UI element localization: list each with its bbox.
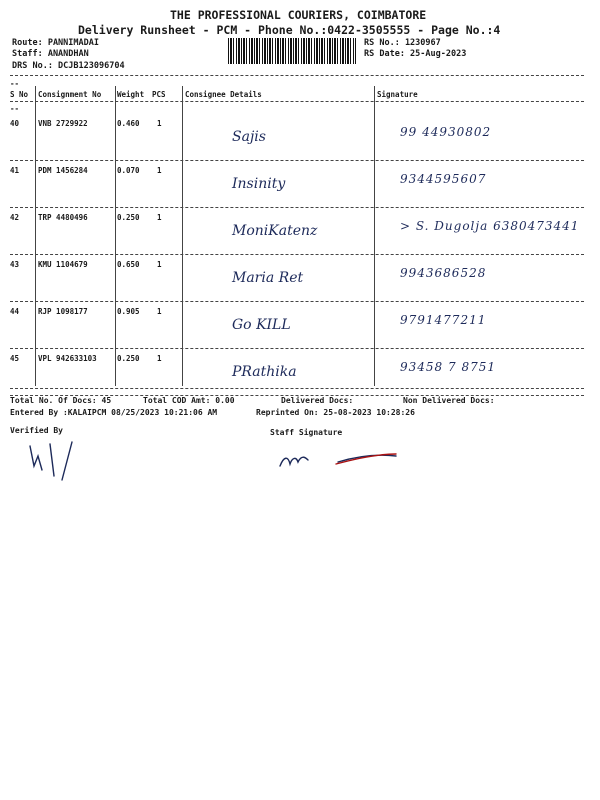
row-sno: 41 bbox=[10, 166, 20, 175]
staff-signature bbox=[278, 448, 398, 472]
verified-signature bbox=[24, 436, 84, 486]
row-consignee-handwritten: Go KILL bbox=[232, 317, 291, 333]
rs-date: RS Date: 25-Aug-2023 bbox=[364, 49, 467, 59]
row-divider bbox=[10, 207, 584, 208]
row-signature-handwritten: 9344595607 bbox=[400, 172, 487, 186]
drs-number: DRS No.: DCJB123096704 bbox=[12, 61, 125, 71]
row-consignee-handwritten: Insinity bbox=[232, 176, 286, 192]
row-consignee-handwritten: MoniKatenz bbox=[232, 223, 318, 239]
divider bbox=[10, 388, 584, 389]
row-weight: 0.070 bbox=[117, 166, 140, 175]
row-consignment-no: TRP 4480496 bbox=[38, 213, 88, 222]
row-divider bbox=[10, 254, 584, 255]
row-signature-handwritten: > S. Dugolja 6380473441 bbox=[400, 219, 580, 233]
dash-mark: -- bbox=[10, 79, 20, 88]
column-line bbox=[374, 86, 375, 386]
row-pcs: 1 bbox=[157, 166, 162, 175]
column-line bbox=[115, 86, 116, 386]
row-divider bbox=[10, 348, 584, 349]
divider bbox=[10, 75, 584, 76]
column-line bbox=[182, 86, 183, 386]
row-weight: 0.250 bbox=[117, 354, 140, 363]
row-weight: 0.905 bbox=[117, 307, 140, 316]
row-sno: 44 bbox=[10, 307, 20, 316]
row-consignment-no: PDM 1456284 bbox=[38, 166, 88, 175]
row-consignment-no: VPL 942633103 bbox=[38, 354, 97, 363]
row-consignee-handwritten: Sajis bbox=[232, 129, 266, 145]
row-signature-handwritten: 9791477211 bbox=[400, 313, 487, 327]
row-consignment-no: KMU 1104679 bbox=[38, 260, 88, 269]
row-weight: 0.250 bbox=[117, 213, 140, 222]
row-weight: 0.460 bbox=[117, 119, 140, 128]
row-signature-handwritten: 9943686528 bbox=[400, 266, 487, 280]
col-signature: Signature bbox=[377, 90, 418, 99]
non-delivered-docs: Non Delivered Docs: bbox=[403, 396, 495, 405]
row-sno: 45 bbox=[10, 354, 20, 363]
row-sno: 40 bbox=[10, 119, 20, 128]
row-signature-handwritten: 93458 7 8751 bbox=[400, 360, 496, 374]
delivered-docs: Delivered Docs: bbox=[281, 396, 354, 405]
row-divider bbox=[10, 160, 584, 161]
staff-label: Staff: ANANDHAN bbox=[12, 49, 89, 59]
col-sno: S No bbox=[10, 90, 29, 99]
row-pcs: 1 bbox=[157, 307, 162, 316]
column-line bbox=[35, 86, 36, 386]
row-signature-handwritten: 99 44930802 bbox=[400, 125, 492, 139]
row-pcs: 1 bbox=[157, 213, 162, 222]
dash-mark: -- bbox=[10, 104, 20, 113]
row-pcs: 1 bbox=[157, 119, 162, 128]
runsheet-subtitle: Delivery Runsheet - PCM - Phone No.:0422-3505555 - Page No.:4 bbox=[78, 23, 501, 37]
total-docs: Total No. Of Docs: 45 bbox=[10, 396, 112, 405]
verified-by-label: Verified By bbox=[10, 426, 63, 435]
rs-number: RS No.: 1230967 bbox=[364, 38, 441, 48]
row-pcs: 1 bbox=[157, 354, 162, 363]
col-consignee-details: Consignee Details bbox=[185, 90, 262, 99]
route-label: Route: PANNIMADAI bbox=[12, 38, 99, 48]
col-pcs: PCS bbox=[152, 90, 166, 99]
reprinted-on: Reprinted On: 25-08-2023 10:28:26 bbox=[256, 408, 415, 417]
row-divider bbox=[10, 301, 584, 302]
divider bbox=[10, 101, 584, 102]
row-sno: 43 bbox=[10, 260, 20, 269]
col-consignment: Consignment No bbox=[38, 90, 102, 99]
row-consignment-no: VNB 2729922 bbox=[38, 119, 88, 128]
row-sno: 42 bbox=[10, 213, 20, 222]
staff-signature-label: Staff Signature bbox=[270, 428, 343, 437]
row-consignee-handwritten: Maria Ret bbox=[232, 270, 304, 286]
barcode bbox=[228, 38, 356, 64]
row-weight: 0.650 bbox=[117, 260, 140, 269]
entered-by: Entered By :KALAIPCM 08/25/2023 10:21:06 AM bbox=[10, 408, 218, 417]
row-consignment-no: RJP 1098177 bbox=[38, 307, 88, 316]
company-title: THE PROFESSIONAL COURIERS, COIMBATORE bbox=[170, 8, 427, 22]
total-cod: Total COD Amt: 0.00 bbox=[143, 396, 235, 405]
row-consignee-handwritten: PRathika bbox=[232, 364, 297, 380]
row-pcs: 1 bbox=[157, 260, 162, 269]
col-weight: Weight bbox=[117, 90, 145, 99]
